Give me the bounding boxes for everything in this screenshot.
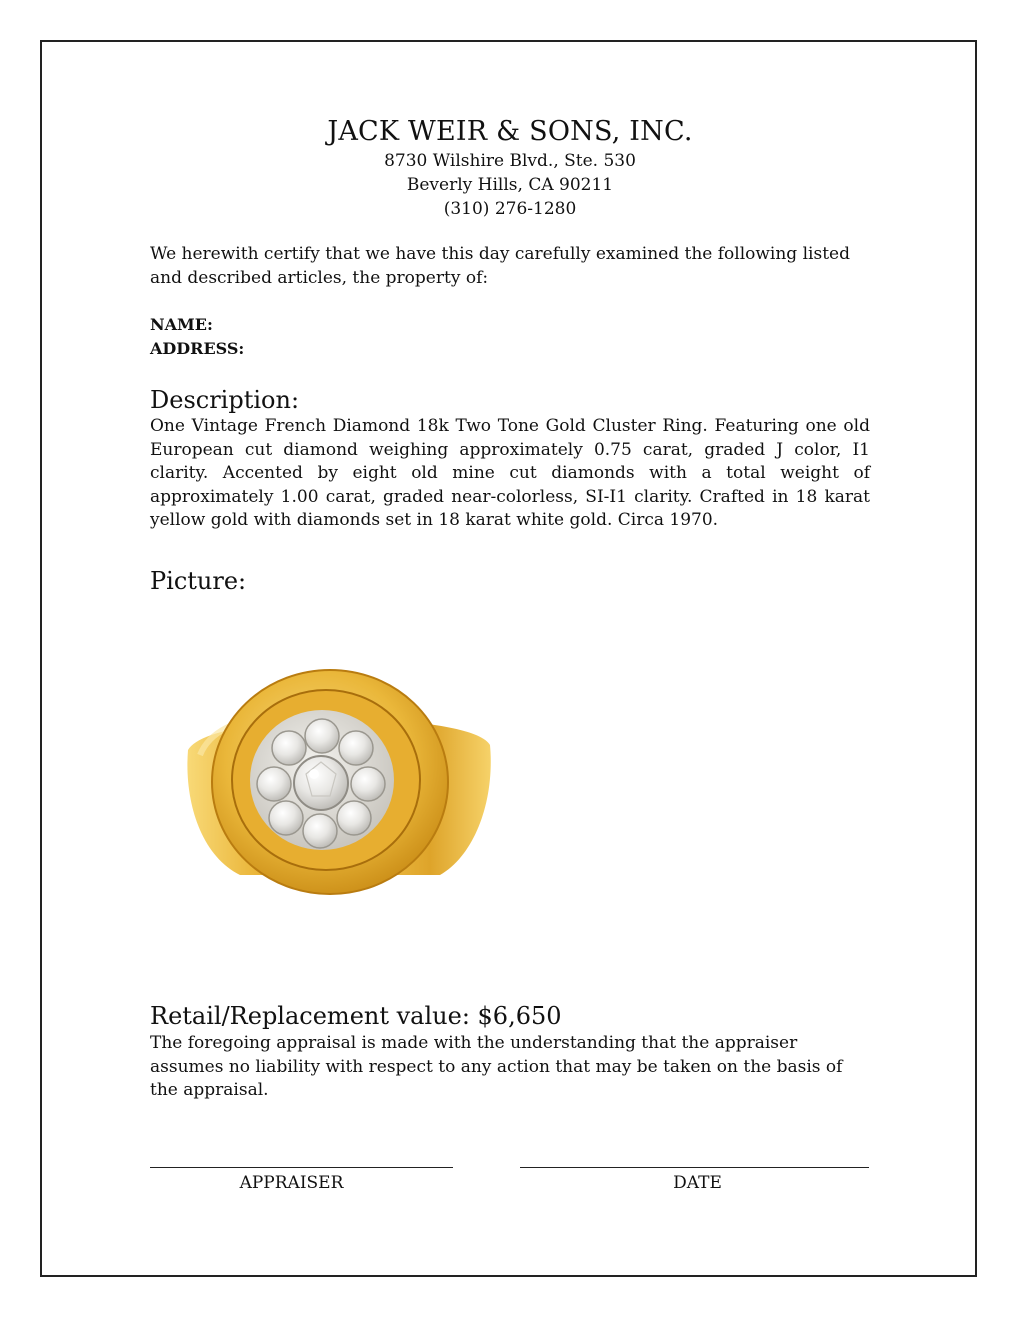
date-label: DATE <box>673 1173 722 1193</box>
appraiser-signature-line <box>150 1167 453 1168</box>
ring-illustration <box>170 650 500 910</box>
name-label: NAME: <box>150 315 213 334</box>
address-label: ADDRESS: <box>150 339 245 358</box>
company-address-line2: Beverly Hills, CA 90211 <box>406 175 614 195</box>
appraiser-label: APPRAISER <box>239 1173 344 1193</box>
disclaimer-text: The foregoing appraisal is made with the understanding that the appraiser assumes no liability with respect to any action that may be taken on the basis of the appraisal. <box>150 1033 843 1100</box>
retail-value: Retail/Replacement value: $6,650 <box>150 1002 562 1030</box>
ring-photo <box>170 650 500 910</box>
description-heading: Description: <box>150 386 300 414</box>
center-diamond <box>294 756 348 810</box>
description-text: One Vintage French Diamond 18k Two Tone Gold Cluster Ring. Featuring one old European cut diamond weighing approximately 0.75 carat, graded J color, I1 clarity. Accented by eight old mine cut diamonds with a total weight of approximately 1.00 carat, graded near-colorless, SI-I1 clarity. Crafted in 18 karat yellow gold with diamonds set in 18 karat white gold. Circa 1970. <box>150 416 870 530</box>
company-name: JACK WEIR & SONS, INC. <box>327 116 693 147</box>
date-signature-line <box>520 1167 869 1168</box>
picture-heading: Picture: <box>150 567 247 595</box>
letterhead <box>0 115 1020 221</box>
certification-statement: We herewith certify that we have this day carefully examined the following listed and described articles, the property of: <box>150 244 850 288</box>
company-address-line1: 8730 Wilshire Blvd., Ste. 530 <box>384 151 636 171</box>
owner-fields <box>150 313 870 361</box>
company-phone: (310) 276-1280 <box>443 199 577 219</box>
